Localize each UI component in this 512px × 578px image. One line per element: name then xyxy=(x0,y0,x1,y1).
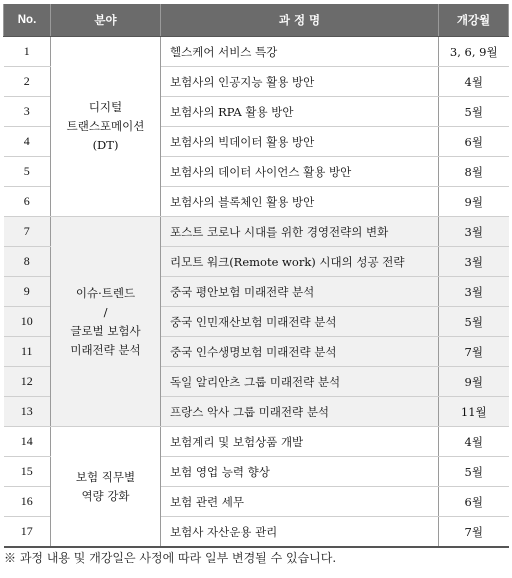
start-month: 3월 xyxy=(439,247,509,277)
course-name: 보험계리 및 보험상품 개발 xyxy=(161,427,439,457)
header-field: 분야 xyxy=(51,4,161,37)
course-name: 헬스케어 서비스 특강 xyxy=(161,37,439,67)
field-cell xyxy=(51,37,161,217)
course-name: 리모트 워크(Remote work) 시대의 성공 전략 xyxy=(161,247,439,277)
course-name: 중국 평안보험 미래전략 분석 xyxy=(161,277,439,307)
row-number: 11 xyxy=(4,337,51,367)
course-name: 보험 영업 능력 향상 xyxy=(161,457,439,487)
start-month: 7월 xyxy=(439,337,509,367)
course-name: 보험사의 블록체인 활용 방안 xyxy=(161,187,439,217)
start-month: 6월 xyxy=(439,127,509,157)
header-month: 개강월 xyxy=(439,4,509,37)
start-month: 5월 xyxy=(439,307,509,337)
row-number: 10 xyxy=(4,307,51,337)
start-month: 9월 xyxy=(439,187,509,217)
start-month: 4월 xyxy=(439,427,509,457)
field-label-line: 보험 직무별 xyxy=(75,469,136,484)
course-name: 중국 인수생명보험 미래전략 분석 xyxy=(161,337,439,367)
field-label-line: 트랜스포메이션 xyxy=(66,119,145,133)
row-number: 8 xyxy=(4,247,51,277)
course-name: 보험사의 빅데이터 활용 방안 xyxy=(161,127,439,157)
row-number: 13 xyxy=(4,397,51,427)
table-row xyxy=(4,37,509,67)
row-number: 1 xyxy=(4,37,51,67)
course-name: 보험 관련 세무 xyxy=(161,487,439,517)
start-month: 3월 xyxy=(439,277,509,307)
field-label-line: / xyxy=(103,304,108,319)
row-number: 9 xyxy=(4,277,51,307)
row-number: 15 xyxy=(4,457,51,487)
row-number: 16 xyxy=(4,487,51,517)
course-name: 보험사의 인공지능 활용 방안 xyxy=(161,67,439,97)
table-row xyxy=(4,427,509,457)
start-month: 3, 6, 9월 xyxy=(439,37,509,67)
start-month: 11월 xyxy=(439,397,509,427)
course-table xyxy=(3,4,509,548)
course-name: 독일 알리안츠 그룹 미래전략 분석 xyxy=(161,367,439,397)
start-month: 5월 xyxy=(439,97,509,127)
row-number: 6 xyxy=(4,187,51,217)
course-name: 보험사의 데이터 사이언스 활용 방안 xyxy=(161,157,439,187)
field-cell xyxy=(51,427,161,548)
row-number: 14 xyxy=(4,427,51,457)
start-month: 7월 xyxy=(439,517,509,548)
table-header-row xyxy=(4,4,509,37)
course-name: 보험사의 RPA 활용 방안 xyxy=(161,97,439,127)
row-number: 2 xyxy=(4,67,51,97)
course-name: 보험사 자산운용 관리 xyxy=(161,517,439,548)
start-month: 4월 xyxy=(439,67,509,97)
field-cell xyxy=(51,217,161,427)
start-month: 9월 xyxy=(439,367,509,397)
field-label-line: 미래전략 분석 xyxy=(70,342,141,357)
field-label-line: 이슈·트렌드 xyxy=(75,285,136,300)
field-label-line: 글로벌 보험사 xyxy=(70,323,141,338)
field-label-line: 디지털 xyxy=(88,100,123,114)
footnote: ※ 과정 내용 및 개강일은 사정에 따라 일부 변경될 수 있습니다. xyxy=(4,551,337,565)
row-number: 12 xyxy=(4,367,51,397)
header-no: No. xyxy=(4,4,51,37)
row-number: 17 xyxy=(4,517,51,548)
course-name: 프랑스 악사 그룹 미래전략 분석 xyxy=(161,397,439,427)
row-number: 3 xyxy=(4,97,51,127)
table-row xyxy=(4,217,509,247)
header-course: 과 정 명 xyxy=(161,4,439,37)
start-month: 3월 xyxy=(439,217,509,247)
start-month: 6월 xyxy=(439,487,509,517)
course-name: 포스트 코로나 시대를 위한 경영전략의 변화 xyxy=(161,217,439,247)
field-label-line: (DT) xyxy=(92,138,119,152)
start-month: 5월 xyxy=(439,457,509,487)
row-number: 4 xyxy=(4,127,51,157)
row-number: 5 xyxy=(4,157,51,187)
row-number: 7 xyxy=(4,217,51,247)
field-label-line: 역량 강화 xyxy=(81,488,130,503)
start-month: 8월 xyxy=(439,157,509,187)
table-body xyxy=(4,37,509,548)
course-name: 중국 인민재산보험 미래전략 분석 xyxy=(161,307,439,337)
